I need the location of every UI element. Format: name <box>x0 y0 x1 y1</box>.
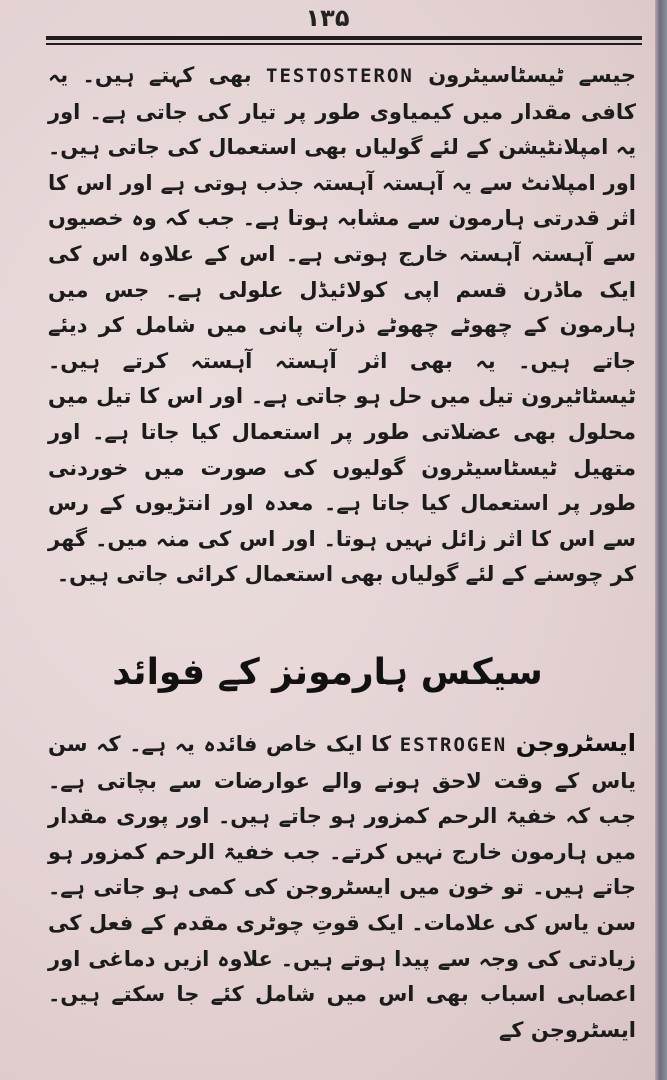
header-rule-thin <box>46 43 642 45</box>
header-rule-thick <box>46 36 642 40</box>
section-term-estrogen: ایسٹروجن <box>515 729 636 757</box>
latin-term-estrogen: ESTROGEN <box>399 734 508 756</box>
paragraph-continuation: بھی کہتے ہیں۔ یہ کافی مقدار میں کیمیاوی طور پر تیار کی جاتی ہے۔ اور یہ امپلانٹیشن کے لئے گولیاں بھی استعمال کی جاتی ہیں۔ اور امپلانٹ سے یہ آہستہ آہستہ جذب ہوتی ہے اور اس کا اثر قدرتی ہارمون سے مشابہ ہوتا ہے۔ جب کہ وہ خصیوں سے آہستہ آہستہ خارج ہوتی ہے۔ اس کے علاوہ اس کی ایک ماڈرن قسم اپی کولائیڈل علولی ہے۔ جس میں ہارمون کے چھوٹے چھوٹے ذرات پانی میں شامل کر دیئے جاتے ہیں۔ یہ بھی اثر آہستہ آہستہ کرتے ہیں۔ ٹیسٹاٹیرون تیل میں حل ہو جاتی ہے۔ اور اس کا تیل میں محلول بھی عضلاتی طور پر استعمال کیا جاتا ہے۔ اور متھیل ٹیسٹاسیٹرون گولیوں کی صورت میں خوردنی طور پر استعمال کیا جاتا ہے۔ معدہ اور انتڑیوں کے رس سے اس کا اثر زائل نہیں ہوتا۔ اور اس کی منہ میں۔ گھر کر چوسنے کے لئے گولیاں بھی استعمال کرائی جاتی ہیں۔ <box>48 63 636 587</box>
section-paragraph <box>48 726 636 1048</box>
body-paragraph <box>48 58 636 593</box>
section-heading: سیکس ہارمونز کے فوائد <box>112 652 543 693</box>
section-paragraph-text: کا ایک خاص فائدہ یہ ہے۔ کہ سن یاس کے وقت لاحق ہونے والے عوارضات سے بچاتی ہے۔ جب کہ خفیۃ الرحم کمزور ہو جاتے ہیں۔ اور پوری مقدار میں ہارمون خارج نہیں کرتے۔ جب خفیۃ الرحم کمزور ہو جاتے ہیں۔ تو خون میں ایسٹروجن کی کمی ہو جاتی ہے۔ سن یاس کی علامات۔ ایک قوتِ چوٹری مقدم کے فعل کی زیادتی کی وجہ سے پیدا ہوتے ہیں۔ علاوہ ازیں دماغی اور اعصابی اسباب بھی اس میں شامل کئے جا سکتے ہیں۔ ایسٹروجن کے <box>48 732 636 1042</box>
latin-term-testosteron: TESTOSTERON <box>266 65 414 87</box>
paragraph-start: جیسے ٹیسٹاسیٹرون <box>428 63 637 87</box>
page-number: ۱۳۵ <box>305 4 350 32</box>
book-spine-edge <box>655 0 667 1080</box>
